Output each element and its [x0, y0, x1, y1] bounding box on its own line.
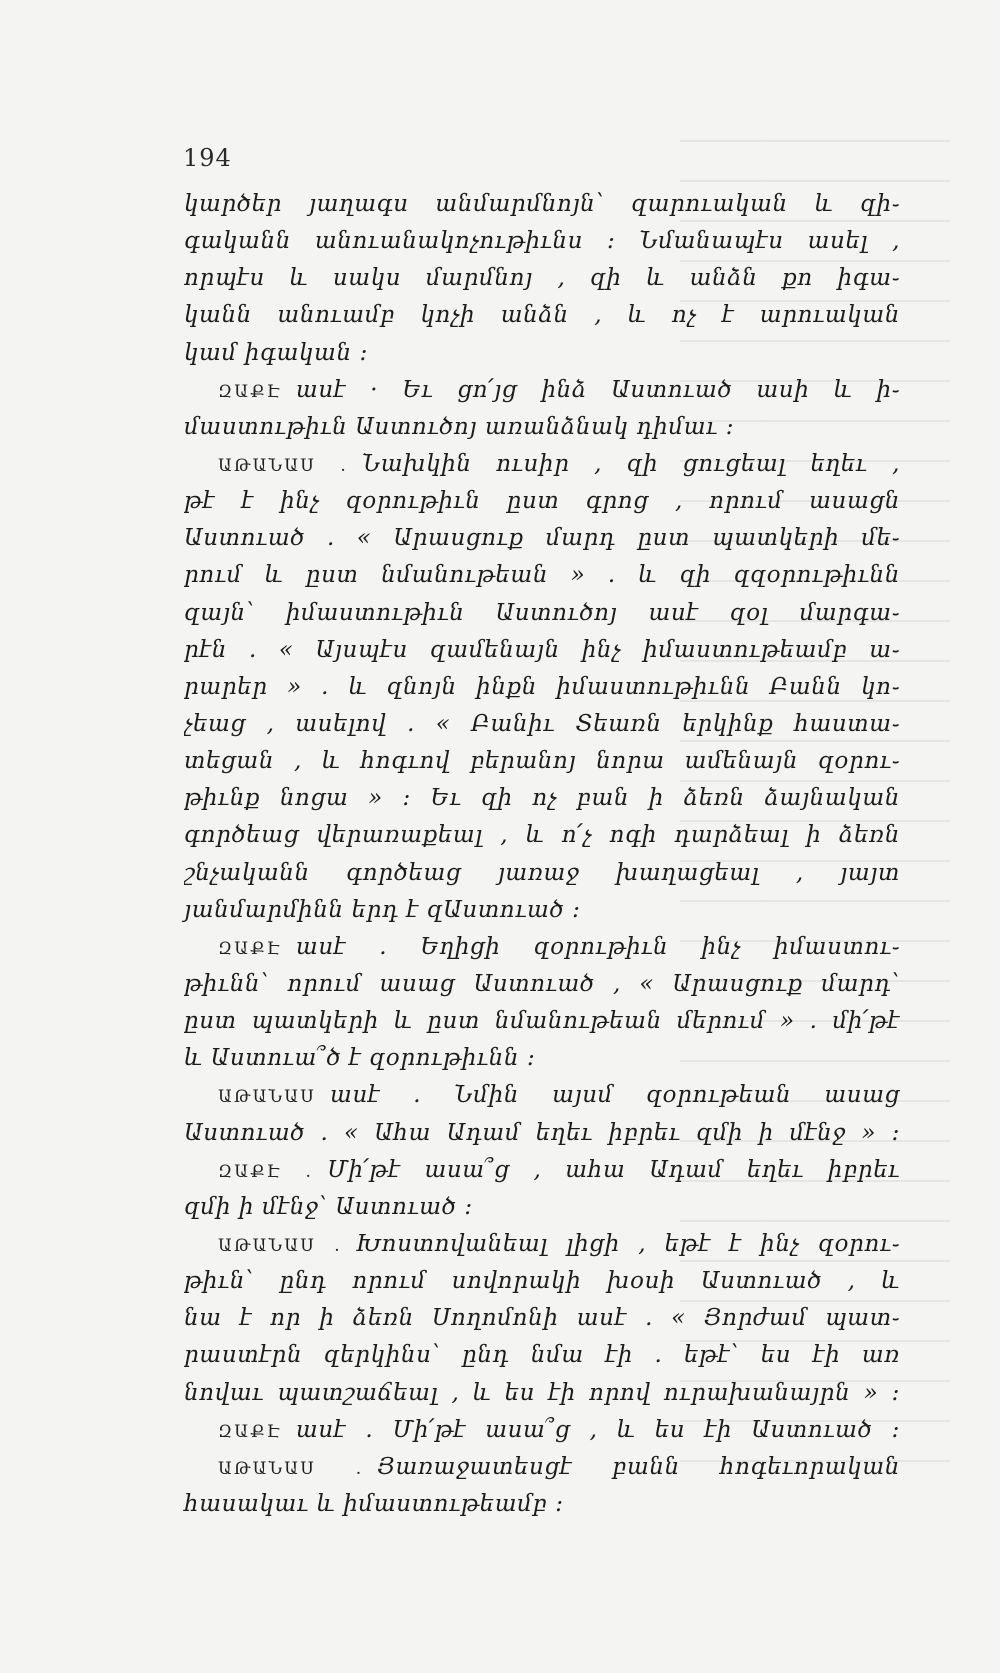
line-text: Յառաջատեսցէ բանն հոգեւորական [377, 1453, 900, 1480]
text-line [184, 966, 900, 1003]
line-text: Խոստովանեալ լիցի , եթէ է ինչ զօրու֊ [355, 1230, 900, 1257]
line-text: ասէ · Եւ ցո՛յց ինձ Աստուած ասի և ի֊ [295, 376, 900, 403]
page-number: 194 [183, 144, 232, 172]
text-line [184, 929, 900, 966]
text-line [184, 223, 900, 260]
text-line [184, 817, 900, 854]
line-text: զմի ի մէնջ՝ Աստուած ։ [184, 1193, 473, 1220]
text-line [184, 557, 900, 594]
line-text: թիւնք նոցա » ։ Եւ զի ոչ բան ի ձեռն ձայնական [184, 785, 900, 812]
line-text: րարեր » . և զնոյն ինքն իմաստութիւնն Բանն կո֊ [184, 673, 900, 700]
text-line [184, 1337, 900, 1374]
line-text: Նախկին ուսիր , զի ցուցեալ եղեւ , [361, 450, 900, 477]
speaker-name: ԱԹԱՆԱՍ [218, 1087, 317, 1108]
line-text: կամ իգական ։ [184, 339, 369, 366]
text-line [184, 669, 900, 706]
line-text: գականն անուանակոչութիւնս ։ Նմանապէս ասել , [184, 228, 900, 255]
line-text: և Աստուա՞ծ է զօրութիւնն ։ [184, 1045, 536, 1072]
speaker-name: ԶԱՔԷ [218, 1421, 282, 1442]
text-line [184, 1077, 900, 1114]
body-text [184, 186, 900, 1523]
text-line [184, 1040, 900, 1077]
speaker-name: ԱԹԱՆԱՍ . [218, 1235, 342, 1256]
line-text: չեաց , ասելով . « Բանիւ Տեառն երկինք հաստա֊ [184, 710, 900, 737]
line-text: յանմարմինն երդ է զԱստուած ։ [184, 896, 581, 923]
text-line [184, 1115, 900, 1152]
speaker-name: ԱԹԱՆԱՍ . [218, 455, 348, 476]
line-text: նա է որ ի ձեռն Սողոմոնի ասէ . « Յորժամ պատ֊ [184, 1305, 900, 1332]
text-line [184, 1300, 900, 1337]
line-text: մաստութիւն Աստուծոյ առանձնակ դիմաւ ։ [184, 413, 735, 440]
text-line [184, 260, 900, 297]
text-line [184, 520, 900, 557]
speaker-name: ԶԱՔԷ [218, 381, 282, 402]
line-text: գործեաց վերառաքեալ , և ո՛չ ոգի դարձեալ ի ձեռն [184, 822, 900, 849]
text-line [184, 446, 900, 483]
speaker-name: ԱԹԱՆԱՍ . [218, 1458, 364, 1479]
text-line [184, 409, 900, 446]
line-text: թիւնն՝ որում ասաց Աստուած , « Արասցուք մարդ՝ [184, 970, 900, 997]
text-line [184, 297, 900, 334]
text-line [184, 1486, 900, 1523]
line-text: ասէ . Եղիցի զօրութիւն ինչ իմաստու֊ [295, 933, 900, 960]
line-text: հասակաւ և իմաստութեամբ ։ [184, 1490, 564, 1517]
line-text: թիւն՝ ընդ որում սովորակի խօսի Աստուած , և [184, 1268, 900, 1295]
text-line [184, 743, 900, 780]
text-line [184, 632, 900, 669]
line-text: րէն . « Այսպէս զամենայն ինչ իմաստութեամբ ա֊ [184, 636, 900, 663]
text-line [184, 1189, 900, 1226]
text-line [184, 1449, 900, 1486]
text-line [184, 483, 900, 520]
text-line [184, 1003, 900, 1040]
text-line [184, 1152, 900, 1189]
text-line [184, 855, 900, 892]
text-line [184, 335, 900, 372]
line-text: տեցան , և հոգւով բերանոյ նորա ամենայն զօրու֊ [184, 748, 900, 775]
line-text: ըստ պատկերի և ըստ նմանութեան մերում » . մի՛թէ [184, 1008, 900, 1035]
text-line [184, 892, 900, 929]
line-text: շնչականն գործեաց յառաջ խաղացեալ , յայտ [184, 859, 900, 886]
line-text: րում և ըստ նմանութեան » . և զի զզօրութիւնն [184, 562, 900, 589]
line-text: կարծեր յաղագս անմարմնոյն՝ զարուական և զի֊ [184, 191, 900, 217]
text-line [184, 1412, 900, 1449]
text-line [184, 186, 900, 223]
line-text: թէ է ինչ զօրութիւն ըստ գրոց , որում ասացն [184, 488, 900, 515]
text-line [184, 1263, 900, 1300]
text-line [184, 1375, 900, 1412]
line-text: Աստուած . « Ահա Ադամ եղեւ իբրեւ զմի ի մէնջ » ։ [184, 1119, 900, 1146]
text-line [184, 595, 900, 632]
line-text: ասէ . Մի՛թէ ասա՞ց , և ես էի Աստուած ։ [295, 1416, 900, 1443]
text-line [184, 706, 900, 743]
line-text: նովաւ պատշաճեալ , և ես էի որով ուրախանայրն » ։ [184, 1379, 900, 1406]
text-line [184, 780, 900, 817]
line-text: Մի՛թէ ասա՞ց , ահա Ադամ եղեւ իբրեւ [327, 1156, 900, 1183]
speaker-name: ԶԱՔԷ [218, 938, 282, 959]
text-line [184, 1226, 900, 1263]
line-text: զայն՝ իմաստութիւն Աստուծոյ ասէ զօլ մարգա֊ [184, 599, 900, 626]
line-text: որպէս և սակս մարմնոյ , զի և անձն քո իգա֊ [184, 265, 900, 292]
speaker-name: ԶԱՔԷ . [218, 1161, 314, 1182]
line-text: Աստուած . « Արասցուք մարդ ըստ պատկերի մե֊ [184, 525, 900, 552]
line-text: րաստէրն զերկինս՝ ընդ նմա էի . եթէ՝ ես էի առ [184, 1342, 900, 1369]
line-text: կանն անուամբ կոչի անձն , և ոչ է արուական [184, 302, 900, 329]
line-text: ասէ . Նմին այսմ զօրութեան ասաց [330, 1082, 900, 1109]
text-line [184, 372, 900, 409]
